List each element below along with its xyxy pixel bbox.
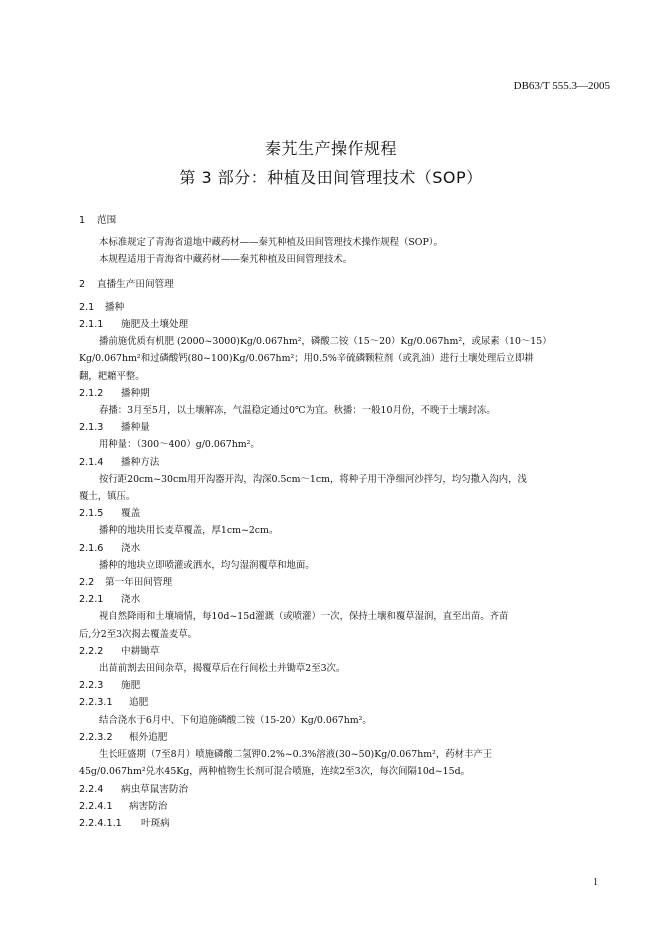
paragraph: 春播：3月至5月，以土壤解冻，气温稳定通过0℃为宜。秋播：一般10月份，不晚于土壤封冻。 — [99, 405, 496, 417]
paragraph: 本规程适用于青海省中藏药材——秦艽种植及田间管理技术。 — [99, 254, 353, 266]
subsection-heading: 2.2.2 中耕锄草 — [79, 645, 160, 657]
subsection-heading: 2.2.4.1 病害防治 — [79, 800, 168, 812]
subsection-heading: 2.1.6 浇水 — [79, 542, 141, 554]
paragraph-line: 45g/0.067hm²兑水45Kg，两种植物生长剂可混合喷施，连续2至3次，每次间隔10d~15d。 — [79, 766, 470, 778]
subsection-heading: 2.1.4 播种方法 — [79, 456, 160, 468]
subsection-heading: 2.2 第一年田间管理 — [79, 577, 173, 589]
paragraph-line: 按行距20cm~30cm用开沟器开沟，沟深0.5cm～1cm，将种子用干净细河沙拌匀，均匀撒入沟内，浅 — [99, 473, 527, 485]
document-title — [0, 134, 662, 192]
paragraph-line: 翻，耙耱平整。 — [79, 370, 145, 382]
paragraph: 播种的地块立即喷灌或洒水，均匀湿润覆草和地面。 — [99, 559, 315, 571]
paragraph: 播种的地块用长麦草覆盖，厚1cm~2cm。 — [99, 525, 279, 537]
subsection-heading: 2.1.5 覆盖 — [79, 508, 141, 520]
standard-number: DB63/T 555.3—2005 — [513, 80, 610, 92]
subsection-heading: 2.1.2 播种期 — [79, 387, 150, 399]
paragraph: 出苗前割去田间杂草，揭覆草后在行间松土并锄草2至3次。 — [99, 663, 346, 675]
subsection-heading: 2.2.3.2 根外追肥 — [79, 731, 168, 743]
subsection-heading: 2.1.3 播种量 — [79, 422, 150, 434]
subsection-heading: 2.2.4 病虫草鼠害防治 — [79, 783, 189, 795]
page-number: 1 — [593, 877, 598, 888]
subsection-heading: 2.1.1 施肥及土壤处理 — [79, 319, 189, 331]
paragraph-line: 后,分2至3次揭去覆盖麦草。 — [79, 628, 198, 640]
subsection-heading: 2.2.4.1.1 叶斑病 — [79, 817, 170, 829]
paragraph-line: 视自然降雨和土壤墒情，每10d~15d灌溉（或喷灌）一次，保持土壤和覆草湿润，直至出苗。齐苗 — [99, 611, 509, 623]
paragraph-line: 生长旺盛期（7至8月）喷施磷酸二氢钾0.2%~0.3%溶液(30~50)Kg/0.067hm²，药材丰产王 — [99, 749, 493, 761]
subsection-heading: 2.2.1 浇水 — [79, 594, 141, 606]
subsection-heading: 2.2.3 施肥 — [79, 680, 141, 692]
section-heading: 2 直播生产田间管理 — [79, 278, 174, 290]
subsection-heading: 2.2.3.1 追肥 — [79, 697, 149, 709]
paragraph: 本标准规定了青海省道地中藏药材——秦艽种植及田间管理技术操作规程（SOP）。 — [99, 237, 443, 249]
subsection-heading: 2.1 播种 — [79, 301, 125, 313]
document-body — [79, 212, 599, 832]
section-heading: 1 范围 — [79, 215, 117, 226]
paragraph: 用种量：（300～400）g/0.067hm²。 — [99, 439, 260, 451]
title-line-1: 秦艽生产操作规程 — [264, 139, 397, 158]
paragraph-line: Kg/0.067hm²和过磷酸钙(80~100)Kg/0.067hm²；用0.5%辛硫磷颗粒剂（或乳油）进行土壤处理后立即耕 — [79, 353, 534, 365]
title-line-2: 第 3 部分：种植及田间管理技术（SOP） — [179, 168, 483, 187]
paragraph: 结合浇水于6月中、下旬追施磷酸二铵（15-20）Kg/0.067hm²。 — [99, 714, 372, 726]
paragraph-line: 播前施优质有机肥 (2000~3000)Kg/0.067hm²，磷酸二铵（15～20）Kg/0.067hm²，或尿素（10～15） — [99, 336, 552, 348]
paragraph-line: 覆土，镇压。 — [79, 491, 136, 503]
